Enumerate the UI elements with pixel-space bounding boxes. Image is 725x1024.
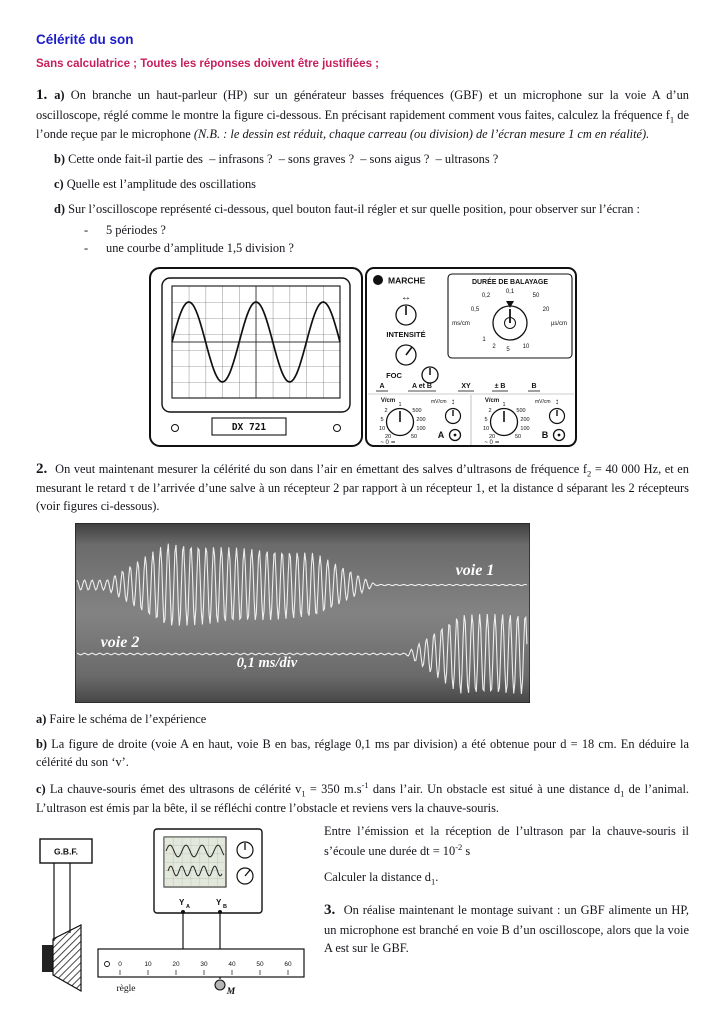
sweep-value: 10: [522, 343, 529, 350]
q2a-line: [36, 711, 689, 729]
ruler-tick-label: 0: [118, 961, 122, 969]
sweep-unit-ms: ms/cm: [451, 320, 470, 327]
sweep-value: 0,2: [481, 292, 490, 299]
q1d-paragraph: [36, 201, 689, 219]
q2a-text: Faire le schéma de l’expérience: [46, 712, 207, 727]
q3-text: On réalise maintenant le montage suivant : un GBF alimente un HP, un microphone est branché en voie B d’un oscilloscope, alors que la voie A est sur le GBF.: [324, 903, 689, 955]
gain-value: 50: [514, 433, 521, 440]
ruler-tick-label: 40: [228, 961, 236, 969]
q2c-text1: La chauve-souris émet des ultrasons de célérité v: [45, 782, 302, 797]
f2-subscript: 2: [587, 468, 592, 479]
volts-per-cm-label: V/cm: [484, 397, 499, 404]
q2c-text2: = 350 m.s: [305, 782, 362, 797]
q2b-label: b): [36, 737, 48, 752]
q2c-text4: de l’animal. L’ultrason est émis par la bête, il se réfléchi contre l’obstacle et reviens vers la chauve-souris.: [36, 782, 690, 816]
ruler-label: règle: [116, 984, 136, 995]
timebase-label: 0,1 ms/div: [236, 655, 298, 672]
q1d-label: d): [54, 201, 66, 216]
mode-button-xy: XY: [460, 382, 471, 390]
q2-text1: On veut maintenant mesurer la célérité du son dans l’air en émettant des salves d’ultrasons de fréquence f: [51, 461, 587, 476]
gain-value: 200: [519, 416, 530, 423]
scope-model-label: DX 721: [231, 421, 266, 433]
scope-screen-unit: [150, 268, 362, 446]
gain-value: 500: [515, 407, 526, 414]
sweep-value: 0,5: [470, 306, 479, 313]
q1a-label: a): [54, 88, 65, 103]
q2b-text: La figure de droite (voie A en haut, voie B en bas, réglage 0,1 ms par division) a été obtenue pour d = 18 cm. En déduire la célérité du son ‘v’.: [36, 737, 689, 770]
gain-value: 10: [378, 425, 385, 432]
gain-value: 50: [410, 433, 417, 440]
sweep-value: 20: [542, 306, 549, 313]
mode-button-b: B: [530, 382, 537, 390]
gain-value: 1: [397, 401, 402, 408]
d1-subscript: 1: [431, 876, 436, 887]
sweep-value: 5: [505, 346, 510, 353]
q1c-label: c): [54, 176, 64, 191]
list-item: [84, 222, 689, 240]
q3-number: 3.: [324, 902, 340, 919]
channel-a-label: A: [437, 429, 444, 440]
gain-value: 10: [482, 425, 489, 432]
q1c-line: [36, 176, 689, 194]
ruler-tick-label: 10: [144, 961, 152, 969]
mode-button-a-et-b: A et B: [411, 382, 432, 390]
sweep-title: DURÉE DE BALAYAGE: [471, 278, 548, 286]
q1a-text: On branche un haut-parleur (HP) sur un générateur basses fréquences (GBF) et un microphone sur la voie A d’un oscilloscope, réglé comme le montre la figure ci-dessous. En précisant rapidement comment vous faites, calculez la fréquence f: [36, 88, 689, 122]
mode-button-plusminus-b: ± B: [494, 382, 505, 390]
page-title: Célérité du son: [36, 32, 134, 47]
microphone: [215, 980, 225, 990]
q1a-paragraph: [36, 85, 689, 144]
yb-plug: [218, 910, 222, 914]
millivolts-label: mV/cm: [534, 398, 551, 405]
q2-text2: = 40 000 Hz, et en mesurant le retard τ de l’arrivée d’une salve à un récepteur 2 par rapport à un récepteur 1, et la distance d séparant les 2 récepteurs (voir figures ci-dessous).: [36, 461, 690, 514]
d1-subscript: 1: [620, 788, 625, 799]
q1b-label: b): [54, 151, 66, 166]
list-item-text: une courbe d’amplitude 1,5 division ?: [106, 240, 294, 255]
q1b-text: Cette onde fait-il partie des – infrasons ? – sons graves ? – sons aigus ? – ultrasons ?: [65, 151, 499, 166]
list-dash: -: [84, 222, 89, 237]
sweep-value: 1: [481, 336, 486, 343]
ruler-tick-label: 50: [256, 961, 264, 969]
channel-b-coupling-switch: ~ 0 ≃: [483, 439, 500, 446]
sweep-speed-block: [448, 274, 572, 358]
bottom-section: [36, 823, 689, 997]
ruler-tick-label: 20: [172, 961, 180, 969]
f1-subscript: 1: [669, 114, 675, 125]
ruler: [98, 949, 304, 977]
v1-subscript: 1: [301, 788, 306, 799]
vertical-position-arrows-icon: ↕: [554, 396, 559, 406]
oscilloscope-figure: [36, 266, 689, 450]
list-item: [84, 240, 689, 258]
ruler-tick-label: 30: [200, 961, 208, 969]
q2c-label: c): [36, 782, 46, 797]
q3-paragraph: [324, 900, 689, 958]
q1b-line: [36, 151, 689, 169]
volts-per-cm-label: V/cm: [380, 397, 395, 404]
subtitle: Sans calculatrice ; Toutes les réponses doivent être justifiées ;: [36, 57, 379, 70]
intensity-label: INTENSITÉ: [385, 329, 426, 339]
gain-value: 5: [483, 416, 488, 423]
gain-value: 20: [488, 433, 495, 440]
q2a-label: a): [36, 712, 47, 727]
scope-control-unit: [366, 268, 576, 446]
loudspeaker: [42, 925, 81, 991]
gain-value: 1: [501, 401, 506, 408]
focus-label: FOC: [385, 370, 402, 380]
mode-button-a: A: [378, 382, 385, 390]
gain-value: 500: [411, 407, 422, 414]
sweep-value: 50: [532, 292, 539, 299]
vertical-position-arrows-icon: ↕: [450, 396, 455, 406]
ruler-tick-label: 60: [284, 961, 292, 969]
yb-terminal-label: Y: [216, 898, 222, 908]
power-led: [373, 275, 383, 285]
channel-b-label: B: [541, 429, 548, 440]
ms-exponent: -1: [361, 780, 369, 791]
q2-number: 2.: [36, 460, 52, 477]
gain-value: 20: [384, 433, 391, 440]
voie1-label: voie 1: [455, 562, 495, 580]
ya-terminal-label: Y: [179, 898, 185, 908]
q1c-text: Quelle est l’amplitude des oscillations: [63, 176, 256, 191]
sweep-value: 2: [491, 343, 496, 350]
calc-distance-line: [324, 869, 689, 888]
bat-text2: s: [462, 844, 471, 859]
power-label: MARCHE: [387, 275, 425, 286]
voie2-label: voie 2: [100, 634, 140, 652]
bat-text1: Entre l’émission et la réception de l’ultrason par la chauve-souris il s’écoule une durée dt = 10: [324, 824, 689, 859]
q1a-text2: de l’onde reçue par le microphone: [36, 107, 689, 141]
q1a-nota: (N.B. : le dessin est réduit, chaque carreau (ou division) de l’écran mesure 1 cm en réalité).: [193, 126, 650, 141]
ya-terminal-sub: A: [186, 904, 190, 911]
sweep-unit-us: µs/cm: [550, 320, 567, 327]
mini-oscilloscope: [154, 829, 262, 914]
q1d-text: Sur l’oscilloscope représenté ci-dessous, quel bouton faut-il régler et sur quelle position, pour observer sur l’écran :: [65, 201, 640, 216]
q1d-list: [84, 222, 689, 258]
bat-duration-paragraph: [324, 823, 689, 861]
list-item-text: 5 périodes ?: [106, 222, 166, 237]
experiment-setup-figure: [36, 823, 308, 997]
dt-exponent: -2: [455, 842, 463, 853]
calc-period: .: [435, 870, 439, 885]
millivolts-label: mV/cm: [430, 398, 447, 405]
q2b-paragraph: [36, 736, 689, 772]
channel-a-coupling-switch: ~ 0 ≃: [379, 439, 396, 446]
right-column: [308, 823, 689, 997]
ya-plug: [181, 910, 185, 914]
gain-value: 2: [383, 407, 388, 414]
q1-number: 1.: [36, 87, 55, 104]
list-dash: -: [84, 240, 89, 255]
horizontal-position-arrows-icon: ↔: [400, 291, 411, 303]
q2-paragraph: [36, 459, 689, 517]
gain-value: 100: [519, 425, 530, 432]
gain-value: 5: [379, 416, 384, 423]
gain-value: 2: [487, 407, 492, 414]
gain-value: 200: [415, 416, 426, 423]
oscillogram-photo: [75, 523, 689, 703]
yb-terminal-sub: B: [223, 904, 227, 911]
q2c-paragraph: [36, 779, 689, 818]
calc-text: Calculer la distance d: [324, 870, 431, 885]
microphone-label: M: [226, 987, 236, 998]
q2c-text3: dans l’air. Un obstacle est situé à une distance d: [368, 782, 621, 797]
gain-value: 100: [415, 425, 426, 432]
gbf-label: G.B.F.: [53, 846, 79, 857]
sweep-value: 0,1: [505, 288, 514, 295]
